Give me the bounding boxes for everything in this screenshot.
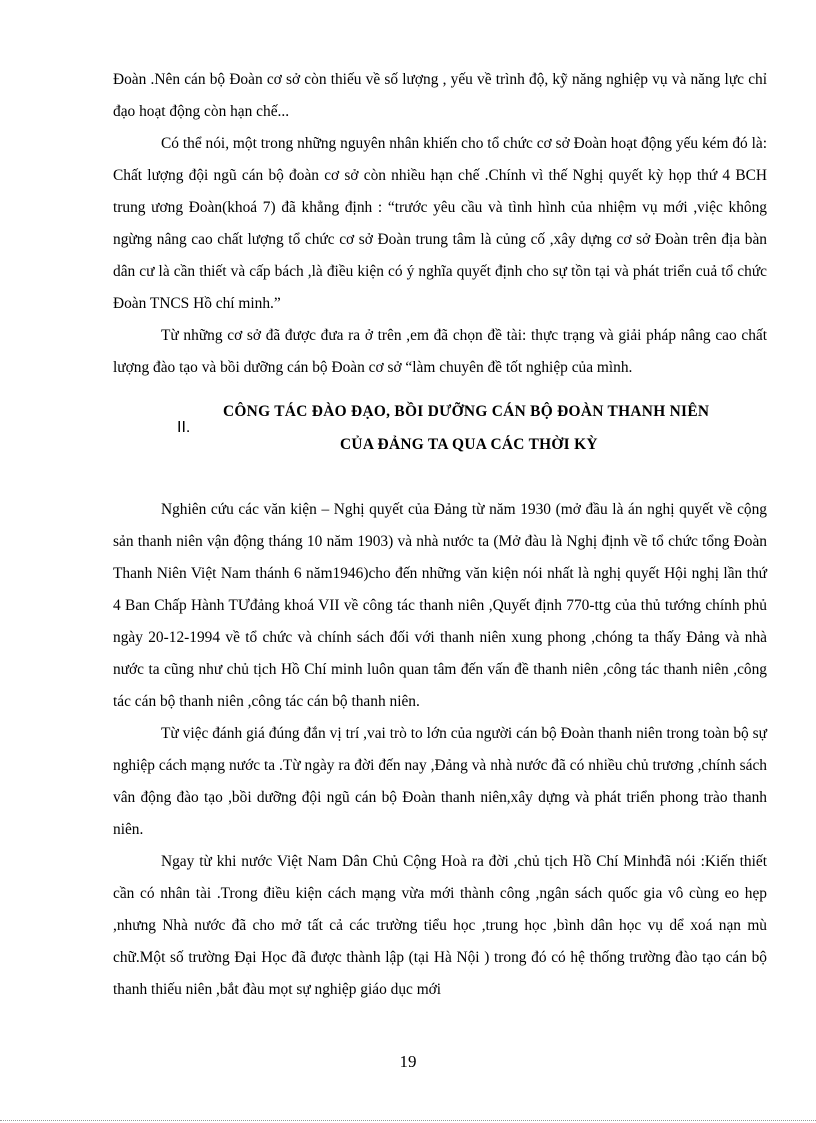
paragraph-1: Đoàn .Nên cán bộ Đoàn cơ sở còn thiếu về số lượng , yếu về trình độ, kỹ năng nghiệp vụ và năng lực chỉ đạo hoạt động còn hạn chế... xyxy=(113,71,767,120)
paragraph-2: Có thể nói, một trong những nguyên nhân khiến cho tổ chức cơ sở Đoàn hoạt động yếu kém đó là: Chất lượng đội ngũ cán bộ đoàn cơ sở còn nhiều hạn chế .Chính vì thế Nghị quyết kỳ họp thứ 4 BCH trung ương Đoàn(khoá 7) đã khẳng định : “trước yêu cầu và tình hình của nhiệm vụ mới ,việc không ngừng nâng cao chất lượng tổ chức cơ sở Đoàn trung tâm là củng cố ,xây dựng cơ sở Đoàn trên địa bàn dân cư là cần thiết và cấp bách ,là điều kiện có ý nghĩa quyết định cho sự tồn tại và phát triển cuả tổ chức Đoàn TNCS Hồ chí minh.” xyxy=(113,135,767,312)
page-number: 19 xyxy=(399,1052,417,1071)
paragraph-3: Từ những cơ sở đã được đưa ra ở trên ,em đã chọn đề tài: thực trạng và giải pháp nâng cao chất lượng đào tạo và bồi dưỡng cán bộ Đoàn cơ sở “làm chuyên đề tốt nghiệp của mình. xyxy=(113,327,767,376)
page-bottom-divider xyxy=(0,1120,816,1122)
section-title-line-2: CỦA ĐẢNG TA QUA CÁC THỜI KỲ xyxy=(340,436,598,453)
paragraph-5: Từ việc đánh giá đúng đắn vị trí ,vai trò to lớn của người cán bộ Đoàn thanh niên trong toàn bộ sự nghiệp cách mạng nước ta .Từ ngày ra đời đến nay ,Đảng và nhà nước đã có nhiều chủ trương ,chính sách vân động đào tạo ,bồi dưỡng đội ngũ cán bộ Đoàn thanh niên,xây dựng và phát triển phong trào thanh niên. xyxy=(113,725,767,838)
paragraph-6: Ngay từ khi nước Việt Nam Dân Chủ Cộng Hoà ra đời ,chủ tịch Hồ Chí Minhđã nói :Kiến thiết cần có nhân tài .Trong điều kiện cách mạng vừa mới thành công ,ngân sách quốc gia vô cùng eo hẹp ,nhưng Nhà nước đã cho mở tất cả các trường tiểu học ,trung học ,bình dân học vụ dể xoá nạn mù chữ.Một số trường Đại Học đã được thành lập (tại Hà Nội ) trong đó có hệ thống trường đào tạo cán bộ thanh thiếu niên ,bắt đàu mọt sự nghiệp giáo dục mới xyxy=(113,853,767,998)
section-number: II. xyxy=(177,419,191,436)
section-title-line-1: CÔNG TÁC ĐÀO ĐẠO, BỒI DƯỠNG CÁN BỘ ĐOÀN THANH NIÊN xyxy=(223,403,710,420)
document-body xyxy=(113,64,767,1006)
paragraph-4: Nghiên cứu các văn kiện – Nghị quyết của Đảng từ năm 1930 (mở đầu là án nghị quyết về cộng sản thanh niên vận động tháng 10 năm 1903) và nhà nước ta (Mở đàu là Nghị định về tổ chức tổng Đoàn Thanh Niên Việt Nam thánh 6 năm1946)cho đến những văn kiện nói nhất là nghị quyết Hội nghị lần thứ 4 Ban Chấp Hành TƯđảng khoá VII về công tác thanh niên ,Quyết định 770-ttg của thủ tướng chính phủ ngày 20-12-1994 về tổ chức và chính sách đối với thanh niên xung phong ,chóng ta thấy Đảng và nhà nước ta cũng như chủ tịch Hồ Chí minh luôn quan tâm đến vấn đề thanh niên ,công tác thanh niên ,công tác cán bộ thanh niên ,công tác cán bộ thanh niên. xyxy=(113,501,767,710)
section-heading xyxy=(113,384,767,494)
